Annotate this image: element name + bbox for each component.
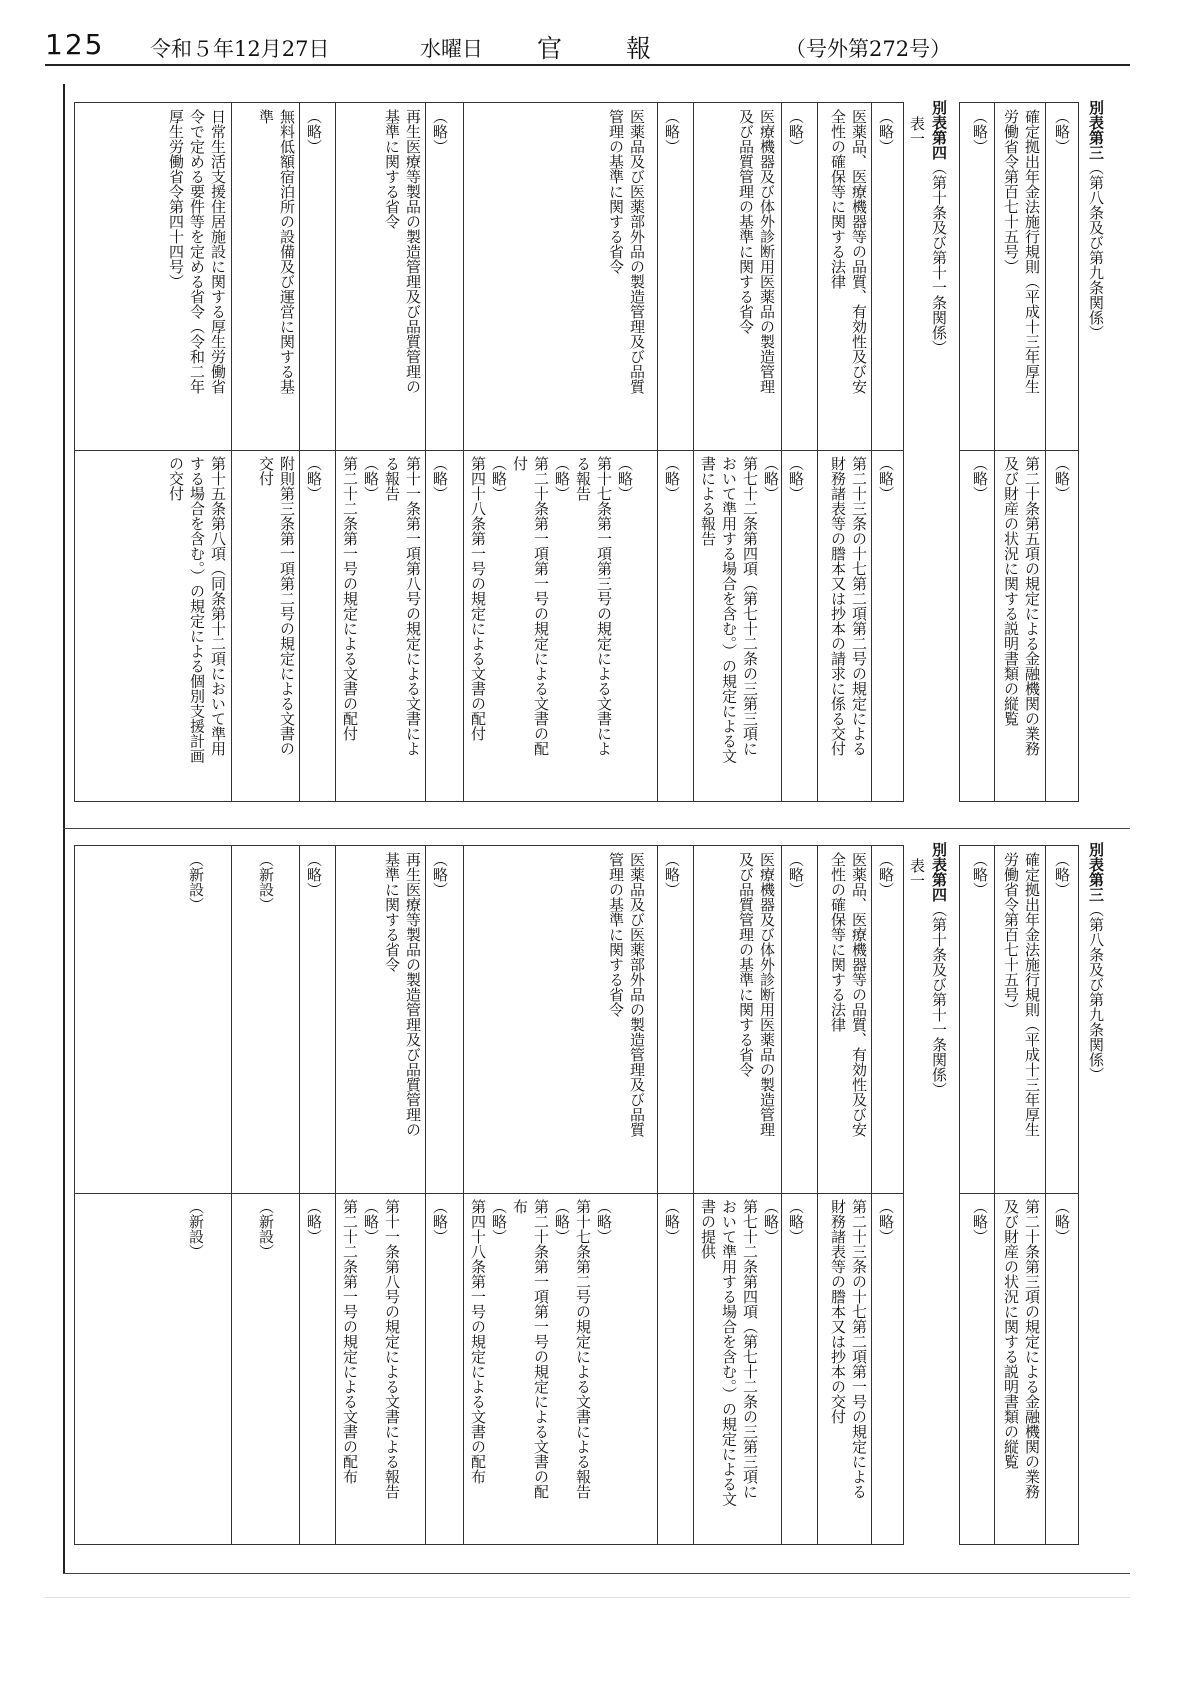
table-cell: 第十五条第八項（同条第十二項において準用 する場合を含む。）の規定による個別支援計画 の交付 bbox=[167, 456, 227, 764]
table-cell: （略） bbox=[663, 109, 681, 154]
table-cell: （略） bbox=[787, 852, 805, 897]
page-number: 125 bbox=[45, 28, 105, 61]
table-cell: （略） 第七十二条第四項（第七十二条の三第三項に おいて準用する場合を含む。）の規定による文 書の提供 bbox=[699, 1199, 780, 1507]
table-cell: 医薬品、医療機器等の品質、有効性及び安 全性の確保等に関する法律 bbox=[829, 852, 868, 1137]
table-cell: （新設） bbox=[187, 1199, 205, 1259]
table-cell: （略） bbox=[971, 456, 989, 501]
table-cell: （新設） bbox=[257, 1199, 275, 1259]
bottom-rule bbox=[63, 1573, 1130, 1574]
table-cell: （略） bbox=[971, 109, 989, 154]
table-cell: （略） bbox=[663, 456, 681, 501]
table-cell: 第十一条第八号の規定による文書による報告 （略） 第二十二条第一号の規定による文書の配布 bbox=[341, 1199, 401, 1499]
left-margin-rule bbox=[63, 84, 65, 1574]
table-cell: （新設） bbox=[257, 852, 275, 912]
table-cell: （略） bbox=[305, 109, 323, 154]
table-cell: （新設） bbox=[187, 852, 205, 912]
section-divider bbox=[63, 828, 1130, 829]
table-cell: 再生医療等製品の製造管理及び品質管理の 基準に関する省令 bbox=[383, 852, 422, 1137]
table-cell: （略） bbox=[877, 109, 895, 154]
table-cell: 医薬品及び医薬部外品の製造管理及び品質 管理の基準に関する省令 bbox=[607, 109, 646, 394]
header-rule bbox=[45, 64, 1130, 66]
table-cell: 第二十条第五項の規定による金融機関の業務 及び財産の状況に関する説明書類の縦覧 bbox=[1002, 456, 1041, 756]
issue-number: （号外第272号） bbox=[785, 37, 952, 61]
table-cell: （略） bbox=[305, 456, 323, 501]
table-cell: （略） bbox=[877, 852, 895, 897]
table-cell: （略） bbox=[1053, 456, 1071, 501]
table-cell: （略） bbox=[787, 109, 805, 154]
lower-table3 bbox=[959, 845, 1079, 1545]
table-cell: （略） bbox=[431, 852, 449, 897]
table-cell: 確定拠出年金法施行規則（平成十三年厚生 労働省令第百七十五号） bbox=[1002, 852, 1041, 1137]
upper-table-label: 表一 bbox=[908, 116, 926, 146]
upper-table4 bbox=[74, 102, 904, 802]
gazette-name: 官報 bbox=[537, 34, 716, 63]
table-cell: （略） bbox=[877, 1199, 895, 1244]
table-cell: 再生医療等製品の製造管理及び品質管理の 基準に関する省令 bbox=[383, 109, 422, 394]
table-cell: （略） bbox=[663, 1199, 681, 1244]
table-cell: 第二十三条の十七第二項第一号の規定による 財務諸表等の謄本又は抄本の交付 bbox=[829, 1199, 868, 1499]
table-cell: （略） bbox=[431, 456, 449, 501]
table-cell: （略） bbox=[431, 109, 449, 154]
table-cell: （略） 第十七条第二号の規定による文書による報告 （略） 第二十条第一項第一号の規定による文書の配 布 （略） 第四十八条第一号の規定による文書の配布 bbox=[469, 1199, 613, 1499]
lower-table4-title: 別表第四（第十条及び第十一条関係） bbox=[930, 842, 948, 1097]
lower-table-label: 表一 bbox=[908, 858, 926, 888]
table-cell: （略） bbox=[787, 456, 805, 501]
table-cell: 確定拠出年金法施行規則（平成十三年厚生 労働省令第百七十五号） bbox=[1002, 109, 1041, 394]
footer-rule bbox=[45, 1597, 1130, 1598]
table-cell: 医薬品、医療機器等の品質、有効性及び安 全性の確保等に関する法律 bbox=[829, 109, 868, 394]
table-cell: （略） bbox=[305, 1199, 323, 1244]
table-cell: 無料低額宿泊所の設備及び運営に関する基 準 bbox=[257, 109, 296, 394]
upper-table4-title: 別表第四（第十条及び第十一条関係） bbox=[930, 100, 948, 355]
table-cell: （略） bbox=[663, 852, 681, 897]
page-header bbox=[45, 28, 1130, 62]
upper-table3 bbox=[959, 102, 1079, 802]
table-cell: （略） bbox=[1053, 1199, 1071, 1244]
table-cell: 医療機器及び体外診断用医薬品の製造管理 及び品質管理の基準に関する省令 bbox=[737, 852, 776, 1137]
table-cell: 第二十三条の十七第二項第二号の規定による 財務諸表等の謄本又は抄本の請求に係る交付 bbox=[829, 456, 868, 756]
table-cell: （略） bbox=[431, 1199, 449, 1244]
table-cell: 医薬品及び医薬部外品の製造管理及び品質 管理の基準に関する省令 bbox=[607, 852, 646, 1137]
table-cell: 日常生活支援住居施設に関する厚生労働省 令で定める要件等を定める省令（令和二年 厚生労働省令第四十四号） bbox=[167, 109, 227, 394]
table-cell: （略） bbox=[877, 456, 895, 501]
weekday: 水曜日 bbox=[420, 37, 483, 61]
table-cell: （略） bbox=[971, 852, 989, 897]
table-cell: （略） bbox=[971, 1199, 989, 1244]
issue-date: 令和５年12月27日 bbox=[150, 37, 330, 61]
table-cell: （略） bbox=[1053, 852, 1071, 897]
table-cell: 附則第三条第一項第二号の規定による文書の 交付 bbox=[257, 456, 296, 756]
lower-table3-title: 別表第三（第八条及び第九条関係） bbox=[1087, 842, 1105, 1082]
lower-table4 bbox=[74, 845, 904, 1545]
table-cell: （略） bbox=[1053, 109, 1071, 154]
table-cell: 第十一条第一項第八号の規定による文書によ る報告 （略） 第二十二条第一号の規定による文書の配付 bbox=[341, 456, 422, 756]
upper-table3-title: 別表第三（第八条及び第九条関係） bbox=[1087, 100, 1105, 340]
table-cell: （略） 第七十二条第四項（第七十二条の三第三項に おいて準用する場合を含む。）の規定による文 書による報告 bbox=[699, 456, 780, 764]
table-cell: （略） 第十七条第一項第三号の規定による文書によ る報告 （略） 第二十条第一項第一号の規定による文書の配 付 （略） 第四十八条第一号の規定による文書の配付 bbox=[469, 456, 634, 756]
table-cell: 第二十条第三項の規定による金融機関の業務 及び財産の状況に関する説明書類の縦覧 bbox=[1002, 1199, 1041, 1499]
table-cell: （略） bbox=[787, 1199, 805, 1244]
table-cell: 医療機器及び体外診断用医薬品の製造管理 及び品質管理の基準に関する省令 bbox=[737, 109, 776, 394]
table-cell: （略） bbox=[305, 852, 323, 897]
